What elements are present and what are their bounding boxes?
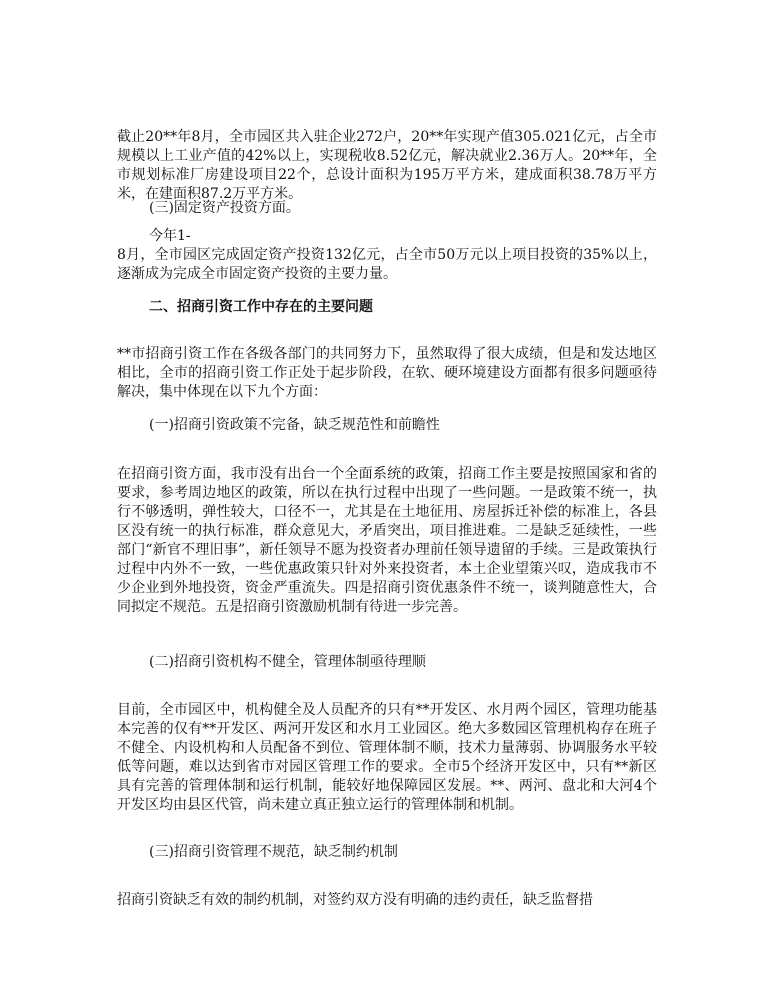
paragraph-park-statistics: 截止20**年8月，全市园区共入驻企业272户，20**年实现产值305.021亿元，占全市规模以上工业产值的42%以上，实现税收8.52亿元，解决就业2.36万人。20**年，全市规划标准厂房建设项目22个，总设计面积为195万平方米，建成面积38.78万平方米，在建面积87.2万平方米。 xyxy=(117,129,657,202)
section-heading-policy: (一)招商引资政策不完备，缺乏规范性和前瞻性 xyxy=(149,417,440,433)
paragraph-fixed-assets-first-line: 今年1- xyxy=(149,228,191,244)
paragraph-fixed-assets-body: 8月，全市园区完成固定资产投资132亿元，占全市50万元以上项目投资的35%以上，逐渐成为完成全市固定资产投资的主要力量。 xyxy=(117,247,657,282)
section-heading-fixed-assets: (三)固定资产投资方面。 xyxy=(149,200,300,216)
paragraph-policy-issues: 在招商引资方面，我市没有出台一个全面系统的政策，招商工作主要是按照国家和省的要求，参考周边地区的政策，所以在执行过程中出现了一些问题。一是政策不统一，执行不够透明，弹性较大，口径不一，尤其是在土地征用、房屋拆迁补偿的标准上，各县区没有统一的执行标准，群众意见大，矛盾突出，项目推进难。二是缺乏延续性，一些部门“新官不理旧事”，新任领导不愿为投资者办理前任领导遗留的手续。三是政策执行过程中内外不一致，一些优惠政策只针对外来投资者，本土企业望策兴叹，造成我市不少企业到外地投资，资金严重流失。四是招商引资优惠条件不统一，谈判随意性大，合同拟定不规范。五是招商引资激励机制有待进一步完善。 xyxy=(117,466,657,615)
paragraph-fixed-assets xyxy=(117,227,657,284)
paragraph-management-issues: 招商引资缺乏有效的制约机制，对签约双方没有明确的违约责任，缺乏监督措 xyxy=(117,892,593,908)
section-heading-institutions: (二)招商引资机构不健全，管理体制亟待理顺 xyxy=(149,654,426,670)
paragraph-problems-intro: **市招商引资工作在各级各部门的共同努力下，虽然取得了很大成绩，但是和发达地区相比，全市的招商引资工作正处于起步阶段，在软、硬环境建设方面都有很多问题亟待解决，集中体现在以下九个方面： xyxy=(117,346,657,400)
paragraph-institution-issues: 目前，全市园区中，机构健全及人员配齐的只有**开发区、水月两个园区，管理功能基本完善的仅有**开发区、两河开发区和水月工业园区。绝大多数园区管理机构存在班子不健全、内设机构和人员配备不到位、管理体制不顺，技术力量薄弱、协调服务水平较低等问题，难以达到省市对园区管理工作的要求。全市5个经济开发区中，只有**新区具有完善的管理体制和运行机制，能较好地保障园区发展。**、两河、盘北和大河4个开发区均由县区代管，尚未建立真正独立运行的管理体制和机制。 xyxy=(117,702,657,813)
section-heading-management: (三)招商引资管理不规范，缺乏制约机制 xyxy=(149,844,398,860)
chapter-heading-main-problems: 二、招商引资工作中存在的主要问题 xyxy=(149,299,373,315)
